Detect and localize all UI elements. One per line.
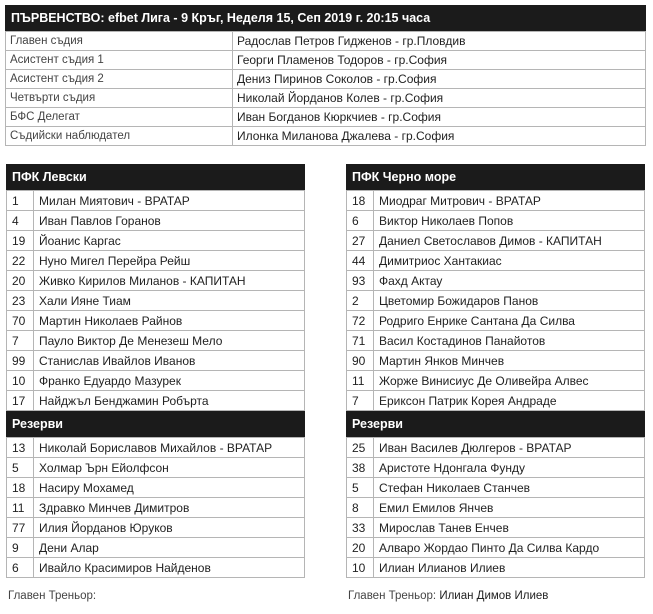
official-role: Асистент съдия 1 <box>6 51 233 70</box>
player-number: 17 <box>7 391 34 411</box>
player-name: Найджъл Бенджамин Робърта <box>34 391 305 411</box>
player-row <box>7 351 305 371</box>
player-name: Алваро Жордао Пинто Да Силва Кардо <box>374 538 645 558</box>
home-reserves-header: Резерви <box>6 411 305 437</box>
player-number: 20 <box>7 271 34 291</box>
player-row <box>347 438 645 458</box>
player-name: Холмар Ърн Ейолфсон <box>34 458 305 478</box>
player-name: Нуно Мигел Перейра Рейш <box>34 251 305 271</box>
player-row <box>7 458 305 478</box>
player-number: 93 <box>347 271 374 291</box>
player-name: Фахд Актау <box>374 271 645 291</box>
player-name: Васил Костадинов Панайотов <box>374 331 645 351</box>
player-row <box>347 538 645 558</box>
player-row <box>347 518 645 538</box>
player-name: Насиру Мохамед <box>34 478 305 498</box>
player-row <box>347 331 645 351</box>
player-number: 38 <box>347 458 374 478</box>
player-number: 11 <box>7 498 34 518</box>
player-number: 1 <box>7 191 34 211</box>
player-row <box>347 351 645 371</box>
player-row <box>347 558 645 578</box>
official-name: Дениз Пиринов Соколов - гр.София <box>233 70 646 89</box>
player-name: Виктор Николаев Попов <box>374 211 645 231</box>
player-name: Димитриос Хантакиас <box>374 251 645 271</box>
player-number: 13 <box>7 438 34 458</box>
player-name: Пауло Виктор Де Менезеш Мело <box>34 331 305 351</box>
official-role: Асистент съдия 2 <box>6 70 233 89</box>
player-number: 11 <box>347 371 374 391</box>
player-number: 4 <box>7 211 34 231</box>
player-number: 10 <box>7 371 34 391</box>
player-number: 99 <box>7 351 34 371</box>
away-reserves-header: Резерви <box>346 411 645 437</box>
player-number: 70 <box>7 311 34 331</box>
official-role: Четвърти съдия <box>6 89 233 108</box>
match-title: ПЪРВЕНСТВО: efbet Лига - 9 Кръг, Неделя 15, Сеп 2019 г. 20:15 часа <box>5 5 646 31</box>
player-name: Стефан Николаев Станчев <box>374 478 645 498</box>
player-name: Живко Кирилов Миланов - КАПИТАН <box>34 271 305 291</box>
player-row <box>347 498 645 518</box>
official-role: Съдийски наблюдател <box>6 127 233 146</box>
official-name: Радослав Петров Гидженов - гр.Пловдив <box>233 32 646 51</box>
player-number: 9 <box>7 538 34 558</box>
player-number: 20 <box>347 538 374 558</box>
player-row <box>7 271 305 291</box>
player-name: Станислав Ивайлов Иванов <box>34 351 305 371</box>
player-row <box>7 231 305 251</box>
official-role: БФС Делегат <box>6 108 233 127</box>
home-reserves-table <box>6 437 305 578</box>
player-name: Мартин Николаев Райнов <box>34 311 305 331</box>
player-number: 5 <box>347 478 374 498</box>
player-name: Жорже Винисиус Де Оливейра Алвес <box>374 371 645 391</box>
player-row <box>347 391 645 411</box>
player-row <box>7 291 305 311</box>
player-row <box>347 191 645 211</box>
player-name: Миодраг Митрович - ВРАТАР <box>374 191 645 211</box>
player-row <box>347 478 645 498</box>
away-coach-name: Илиан Димов Илиев <box>439 590 549 602</box>
official-row <box>6 51 646 70</box>
player-name: Николай Бориславов Михайлов - ВРАТАР <box>34 438 305 458</box>
away-team-name: ПФК Черно море <box>346 164 645 190</box>
player-row <box>7 538 305 558</box>
player-name: Аристоте Ндонгала Фунду <box>374 458 645 478</box>
player-row <box>7 518 305 538</box>
official-name: Николай Йорданов Колев - гр.София <box>233 89 646 108</box>
player-row <box>347 211 645 231</box>
player-number: 10 <box>347 558 374 578</box>
player-row <box>347 271 645 291</box>
player-row <box>7 391 305 411</box>
player-name: Милан Миятович - ВРАТАР <box>34 191 305 211</box>
player-name: Франко Едуардо Мазурек <box>34 371 305 391</box>
player-number: 18 <box>7 478 34 498</box>
player-number: 7 <box>7 331 34 351</box>
player-number: 7 <box>347 391 374 411</box>
player-number: 71 <box>347 331 374 351</box>
player-number: 27 <box>347 231 374 251</box>
player-number: 22 <box>7 251 34 271</box>
player-row <box>7 498 305 518</box>
player-number: 18 <box>347 191 374 211</box>
player-name: Мартин Янков Минчев <box>374 351 645 371</box>
player-number: 19 <box>7 231 34 251</box>
away-coach <box>346 590 645 602</box>
player-number: 25 <box>347 438 374 458</box>
player-row <box>7 211 305 231</box>
player-name: Илия Йорданов Юруков <box>34 518 305 538</box>
player-name: Хали Ияне Тиам <box>34 291 305 311</box>
official-name: Иван Богданов Кюркчиев - гр.София <box>233 108 646 127</box>
home-coach <box>6 590 305 602</box>
away-coach-label: Главен Треньор: <box>348 590 437 602</box>
home-team-lineup <box>6 164 305 602</box>
player-name: Илиан Илианов Илиев <box>374 558 645 578</box>
home-starters-table <box>6 190 305 411</box>
player-name: Йоанис Каргас <box>34 231 305 251</box>
player-name: Ериксон Патрик Корея Андраде <box>374 391 645 411</box>
official-row <box>6 108 646 127</box>
player-number: 33 <box>347 518 374 538</box>
official-row <box>6 89 646 108</box>
player-number: 5 <box>7 458 34 478</box>
player-row <box>7 478 305 498</box>
player-row <box>347 231 645 251</box>
player-name: Здравко Минчев Димитров <box>34 498 305 518</box>
official-row <box>6 32 646 51</box>
player-name: Даниел Светославов Димов - КАПИТАН <box>374 231 645 251</box>
match-info <box>5 5 646 146</box>
player-number: 77 <box>7 518 34 538</box>
player-name: Дени Алар <box>34 538 305 558</box>
official-role: Главен съдия <box>6 32 233 51</box>
player-row <box>7 371 305 391</box>
home-coach-label: Главен Треньор: <box>8 590 97 602</box>
player-name: Емил Емилов Янчев <box>374 498 645 518</box>
player-number: 6 <box>347 211 374 231</box>
player-number: 44 <box>347 251 374 271</box>
player-name: Иван Павлов Горанов <box>34 211 305 231</box>
player-row <box>347 458 645 478</box>
player-number: 2 <box>347 291 374 311</box>
player-name: Мирослав Танев Енчев <box>374 518 645 538</box>
player-row <box>7 191 305 211</box>
player-row <box>7 251 305 271</box>
official-row <box>6 70 646 89</box>
away-reserves-table <box>346 437 645 578</box>
player-row <box>7 438 305 458</box>
player-row <box>7 331 305 351</box>
player-row <box>7 558 305 578</box>
player-row <box>347 251 645 271</box>
player-number: 6 <box>7 558 34 578</box>
player-row <box>7 311 305 331</box>
away-team-lineup <box>346 164 645 602</box>
away-starters-table <box>346 190 645 411</box>
player-name: Родриго Енрике Сантана Да Силва <box>374 311 645 331</box>
home-team-name: ПФК Левски <box>6 164 305 190</box>
officials-table <box>5 31 646 146</box>
player-number: 8 <box>347 498 374 518</box>
player-number: 23 <box>7 291 34 311</box>
official-name: Георги Пламенов Тодоров - гр.София <box>233 51 646 70</box>
player-number: 72 <box>347 311 374 331</box>
player-name: Цветомир Божидаров Панов <box>374 291 645 311</box>
official-name: Илонка Миланова Джалева - гр.София <box>233 127 646 146</box>
player-name: Иван Василев Дюлгеров - ВРАТАР <box>374 438 645 458</box>
official-row <box>6 127 646 146</box>
player-row <box>347 371 645 391</box>
player-number: 90 <box>347 351 374 371</box>
player-row <box>347 291 645 311</box>
player-row <box>347 311 645 331</box>
player-name: Ивайло Красимиров Найденов <box>34 558 305 578</box>
